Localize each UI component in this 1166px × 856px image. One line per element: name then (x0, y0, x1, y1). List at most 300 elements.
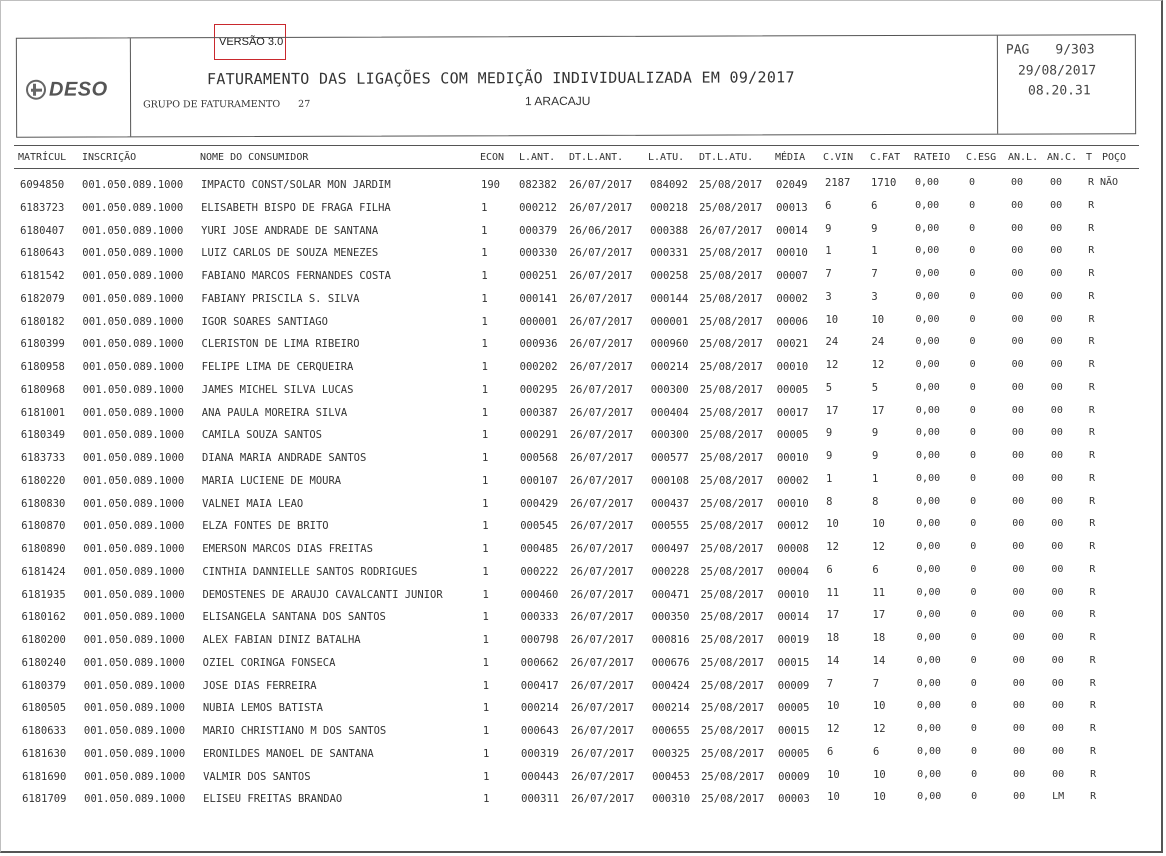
cell-matricula: 6180890 (21, 543, 66, 555)
cell-inscricao: 001.050.089.1000 (83, 679, 185, 692)
cell-inscricao: 001.050.089.1000 (82, 452, 185, 464)
cell-cesg: 0 (969, 245, 976, 257)
cell-dtlatu: 25/08/2017 (700, 588, 764, 601)
cell-matricula: 6180200 (21, 634, 66, 646)
cell-rateio: 0,00 (915, 427, 940, 439)
cell-t: R (1090, 745, 1097, 757)
cell-cesg: 0 (969, 381, 976, 393)
cell-cfat: 9 (871, 450, 879, 462)
cell-anl: 00 (1012, 563, 1025, 575)
cell-t: R (1089, 586, 1096, 598)
cell-lant: 000107 (520, 474, 558, 487)
cell-econ: 1 (482, 725, 490, 737)
cell-cesg: 0 (970, 677, 977, 689)
cell-cfat: 24 (871, 336, 885, 349)
cell-nome: ELISANGELA SANTANA DOS SANTOS (202, 611, 386, 624)
cell-dtlatu: 25/08/2017 (700, 474, 764, 487)
cell-media: 00010 (776, 452, 809, 464)
cell-nome: OZIEL CORINGA FONSECA (202, 656, 336, 669)
cell-rateio: 0,00 (916, 654, 941, 666)
cell-lant: 000330 (519, 247, 558, 260)
cell-media: 00003 (778, 793, 810, 806)
header-top-rule (14, 145, 1139, 146)
cell-cfat: 9 (871, 427, 879, 440)
cell-inscricao: 001.050.089.1000 (83, 634, 185, 646)
cell-inscricao: 001.050.089.1000 (82, 179, 184, 191)
col-matricula-header: MATRÍCUL (18, 152, 67, 163)
cell-lant: 000212 (519, 201, 558, 214)
cell-cvin: 17 (826, 609, 840, 622)
cell-t: R (1090, 768, 1097, 780)
cell-econ: 1 (481, 315, 488, 328)
cell-rateio: 0,00 (915, 336, 940, 348)
cell-dtlant: 26/07/2017 (570, 611, 634, 624)
cell-cvin: 24 (825, 336, 839, 349)
cell-cfat: 1 (871, 245, 878, 258)
cell-matricula: 6094850 (20, 179, 65, 191)
cell-media: 00009 (777, 679, 810, 692)
cell-latu: 000816 (651, 634, 690, 646)
cell-cfat: 7 (872, 677, 880, 690)
cell-dtlant: 26/07/2017 (570, 497, 634, 510)
cell-matricula: 6183733 (20, 452, 66, 464)
cell-t: R (1088, 359, 1095, 370)
cell-anc: 00 (1050, 381, 1063, 393)
cell-cesg: 0 (970, 495, 977, 507)
cell-dtlatu: 25/08/2017 (701, 770, 765, 783)
cell-matricula: 6181424 (21, 565, 66, 578)
cell-nome: CLERISTON DE LIMA RIBEIRO (201, 338, 360, 351)
cell-cfat: 6 (872, 563, 879, 576)
cell-econ: 1 (482, 679, 490, 692)
cell-dtlant: 26/07/2017 (569, 179, 633, 191)
cell-nome: ALEX FABIAN DINIZ BATALHA (202, 634, 361, 646)
cell-cfat: 10 (873, 791, 886, 804)
cell-cfat: 10 (871, 313, 885, 326)
cell-anc: 00 (1050, 313, 1063, 325)
cell-latu: 000655 (651, 725, 690, 737)
report-time: 08.20.31 (1027, 83, 1091, 99)
cell-media: 00005 (778, 747, 810, 760)
cell-rateio: 0,00 (917, 768, 942, 780)
cell-nome: VALMIR DOS SANTOS (203, 770, 311, 783)
cell-cesg: 0 (971, 768, 978, 780)
cell-cesg: 0 (969, 290, 976, 302)
cell-media: 00010 (777, 497, 809, 510)
cell-lant: 000333 (520, 611, 559, 624)
cell-matricula: 6180379 (21, 679, 67, 692)
cell-t: R (1088, 336, 1095, 348)
cell-cesg: 0 (970, 472, 977, 484)
cell-cfat: 1710 (871, 177, 897, 189)
cell-inscricao: 001.050.089.1000 (82, 247, 184, 260)
cell-media: 00015 (777, 656, 810, 669)
cell-cvin: 1 (826, 472, 833, 485)
cell-rateio: 0,00 (916, 723, 941, 734)
col-dtlant-header: DT.L.ANT. (569, 152, 624, 163)
cell-dtlatu: 25/08/2017 (699, 452, 764, 464)
cell-rateio: 0,00 (915, 245, 940, 257)
cell-rateio: 0,00 (915, 450, 941, 461)
cell-inscricao: 001.050.089.1000 (82, 338, 184, 351)
cell-cfat: 14 (872, 654, 886, 667)
cell-anl: 00 (1011, 450, 1024, 461)
col-latu-header: L.ATU. (648, 152, 685, 163)
cell-latu: 000258 (650, 270, 689, 282)
cell-rateio: 0,00 (915, 177, 940, 188)
cell-lant: 000295 (519, 383, 558, 396)
cell-media: 00008 (777, 543, 809, 555)
cell-cfat: 12 (872, 541, 885, 553)
cell-anc: 00 (1050, 450, 1063, 461)
cell-cvin: 9 (825, 450, 833, 462)
cell-media: 00006 (776, 315, 809, 328)
cell-media: 00010 (777, 588, 810, 601)
cell-cvin: 10 (825, 313, 839, 326)
cell-cfat: 5 (871, 381, 879, 394)
cell-latu: 000424 (651, 679, 690, 692)
grupo-value: 27 (298, 98, 311, 110)
cell-econ: 1 (481, 452, 489, 464)
cell-dtlatu: 26/07/2017 (699, 224, 763, 237)
cell-rateio: 0,00 (915, 404, 940, 416)
cell-dtlatu: 25/08/2017 (700, 611, 764, 624)
cell-lant: 000417 (520, 679, 559, 692)
cell-econ: 1 (481, 270, 488, 282)
cell-econ: 1 (481, 201, 488, 214)
cell-anc: 00 (1051, 700, 1064, 712)
cell-inscricao: 001.050.089.1000 (83, 656, 185, 669)
cell-anl: 00 (1011, 359, 1024, 370)
cell-latu: 000218 (650, 201, 689, 214)
cell-media: 00021 (776, 338, 809, 351)
cell-dtlant: 26/07/2017 (570, 565, 634, 578)
cell-cesg: 0 (971, 745, 978, 757)
cell-rateio: 0,00 (915, 381, 940, 393)
col-cvin-header: C.VIN (823, 152, 854, 163)
cell-nome: JAMES MICHEL SILVA LUCAS (201, 383, 354, 396)
cell-inscricao: 001.050.089.1000 (84, 793, 186, 806)
col-poco-header: POÇO (1102, 152, 1127, 163)
cell-econ: 1 (481, 429, 489, 442)
cell-anc: 00 (1050, 336, 1063, 348)
cell-dtlant: 26/07/2017 (570, 520, 634, 533)
cell-anl: 00 (1012, 723, 1025, 734)
cell-matricula: 6180505 (21, 702, 67, 715)
cell-econ: 190 (481, 179, 500, 191)
cell-anc: 00 (1050, 290, 1063, 302)
cell-cvin: 12 (825, 359, 839, 371)
cell-inscricao: 001.050.089.1000 (82, 224, 184, 237)
cell-matricula: 6180407 (20, 224, 65, 237)
col-nome-header: NOME DO CONSUMIDOR (200, 152, 309, 163)
cell-latu: 000453 (652, 770, 691, 783)
cell-cfat: 17 (871, 404, 885, 417)
cell-cfat: 12 (871, 359, 885, 371)
cell-dtlant: 26/07/2017 (569, 429, 634, 442)
cell-dtlatu: 25/08/2017 (699, 429, 764, 442)
cell-latu: 000228 (651, 565, 690, 578)
cell-matricula: 6180162 (21, 611, 66, 624)
cell-nome: MARIO CHRISTIANO M DOS SANTOS (202, 725, 387, 737)
cell-dtlatu: 25/08/2017 (700, 725, 765, 737)
cell-cfat: 3 (871, 290, 878, 303)
cell-inscricao: 001.050.089.1000 (82, 406, 184, 419)
cell-cfat: 9 (871, 222, 878, 235)
cell-dtlatu: 25/08/2017 (699, 406, 764, 419)
cell-nome: FABIANY PRISCILA S. SILVA (201, 292, 360, 305)
cell-t: R (1088, 268, 1095, 279)
cell-lant: 000379 (519, 224, 558, 237)
cell-anl: 00 (1011, 336, 1024, 348)
cell-cvin: 9 (825, 427, 833, 440)
cell-rateio: 0,00 (915, 313, 940, 325)
cell-rateio: 0,00 (916, 700, 941, 712)
cell-anc: 00 (1051, 541, 1064, 552)
cell-cvin: 12 (826, 541, 839, 553)
cell-nome: NUBIA LEMOS BATISTA (202, 702, 323, 715)
cell-media: 00009 (778, 770, 810, 783)
cell-dtlatu: 25/08/2017 (700, 634, 764, 646)
cell-nome: IMPACTO CONST/SOLAR MON JARDIM (201, 179, 391, 191)
cell-cvin: 9 (825, 222, 832, 235)
cell-inscricao: 001.050.089.1000 (83, 611, 185, 624)
page-value: 9/303 (1055, 42, 1095, 58)
cell-cvin: 10 (827, 768, 840, 781)
cell-inscricao: 001.050.089.1000 (82, 315, 184, 328)
cell-anc: 00 (1052, 745, 1065, 757)
cell-anc: 00 (1052, 768, 1065, 780)
cell-lant: 000202 (519, 361, 558, 373)
cell-rateio: 0,00 (915, 199, 940, 211)
cell-cesg: 0 (969, 336, 976, 348)
cell-rateio: 0,00 (916, 541, 941, 552)
cell-anc: 00 (1050, 268, 1063, 279)
cell-t: R (1090, 791, 1097, 803)
cell-anl: 00 (1012, 472, 1025, 484)
cell-media: 00014 (777, 611, 810, 624)
cell-lant: 000251 (519, 270, 558, 282)
cell-dtlant: 26/07/2017 (571, 793, 635, 806)
cell-anl: 00 (1012, 654, 1025, 666)
cell-dtlatu: 25/08/2017 (700, 679, 764, 692)
cell-econ: 1 (482, 634, 489, 646)
cell-t: R (1088, 222, 1095, 234)
cell-econ: 1 (482, 543, 489, 555)
cell-anl: 00 (1011, 268, 1024, 279)
cell-lant: 000443 (521, 770, 560, 783)
cell-cfat: 10 (872, 700, 886, 713)
cell-nome: CAMILA SOUZA SANTOS (201, 429, 322, 442)
cell-rateio: 0,00 (916, 563, 941, 575)
cell-latu: 000960 (650, 338, 689, 351)
cell-rateio: 0,00 (916, 495, 941, 507)
cell-rateio: 0,00 (915, 268, 940, 279)
cell-media: 00017 (776, 406, 809, 419)
cell-lant: 000429 (520, 497, 559, 510)
cell-latu: 000214 (650, 361, 689, 373)
cell-anl: 00 (1011, 222, 1024, 234)
cell-inscricao: 001.050.089.1000 (83, 588, 185, 601)
cell-dtlatu: 25/08/2017 (699, 338, 763, 351)
cell-latu: 000676 (651, 656, 690, 669)
cell-t: R (1089, 632, 1096, 643)
cell-matricula: 6182079 (20, 292, 65, 305)
cell-nome: ELZA FONTES DE BRITO (202, 520, 329, 533)
cell-dtlatu: 25/08/2017 (700, 543, 764, 555)
cell-cvin: 5 (825, 381, 833, 394)
cell-econ: 1 (482, 497, 489, 510)
cell-dtlant: 26/07/2017 (569, 270, 633, 282)
cell-latu: 000577 (650, 452, 689, 464)
cell-nome: DIANA MARIA ANDRADE SANTOS (201, 452, 367, 464)
cell-econ: 1 (482, 474, 489, 487)
cell-econ: 1 (481, 292, 488, 305)
cell-latu: 000497 (651, 543, 690, 555)
cell-cesg: 0 (970, 723, 977, 734)
cell-cvin: 6 (825, 199, 832, 212)
cell-dtlant: 26/07/2017 (570, 474, 634, 487)
cell-lant: 000001 (519, 315, 558, 328)
cell-anc: 00 (1050, 245, 1063, 257)
col-cfat-header: C.FAT (870, 152, 901, 163)
cell-cvin: 6 (826, 563, 833, 576)
cell-cvin: 10 (826, 518, 839, 531)
cell-anl: 00 (1011, 245, 1024, 257)
cell-cesg: 0 (969, 313, 976, 325)
cell-nome: CINTHIA DANNIELLE SANTOS RODRIGUES (202, 565, 418, 578)
cell-anl: 00 (1012, 518, 1025, 530)
cell-dtlant: 26/07/2017 (570, 656, 634, 669)
cell-econ: 1 (483, 747, 490, 760)
cell-anc: 00 (1050, 359, 1063, 370)
cell-dtlant: 26/07/2017 (570, 588, 634, 601)
cell-t: R (1088, 427, 1095, 439)
cell-media: 00005 (777, 702, 810, 715)
cell-latu: 000108 (651, 474, 689, 487)
cell-matricula: 6181630 (22, 747, 67, 760)
cell-media: 02049 (776, 179, 808, 191)
col-cesg-header: C.ESG (966, 152, 997, 163)
cell-latu: 000144 (650, 292, 689, 305)
cell-cesg: 0 (970, 563, 977, 575)
cell-econ: 1 (483, 793, 490, 806)
cell-dtlant: 26/07/2017 (569, 338, 633, 351)
cell-inscricao: 001.050.089.1000 (82, 383, 184, 396)
cell-cesg: 0 (969, 199, 976, 211)
cell-matricula: 6180633 (21, 725, 67, 737)
cell-t: R (1088, 199, 1095, 211)
cell-nome: FELIPE LIMA DE CERQUEIRA (201, 361, 354, 373)
cell-dtlant: 26/07/2017 (569, 201, 633, 214)
cell-cesg: 0 (970, 609, 977, 621)
cell-dtlatu: 25/08/2017 (699, 201, 763, 214)
cell-inscricao: 001.050.089.1000 (82, 270, 184, 282)
cell-cesg: 0 (969, 450, 976, 461)
cell-t: R (1088, 450, 1095, 461)
cell-nome: VALNEI MAIA LEAO (202, 497, 304, 510)
cell-anl: 00 (1012, 700, 1025, 712)
cell-dtlatu: 25/08/2017 (701, 793, 765, 806)
cell-matricula: 6181690 (22, 770, 67, 783)
cell-t: R (1089, 518, 1096, 530)
cell-rateio: 0,00 (917, 791, 942, 803)
cell-inscricao: 001.050.089.1000 (83, 497, 185, 510)
cell-dtlant: 26/07/2017 (569, 452, 634, 464)
cell-nome: DEMOSTENES DE ARAUJO CAVALCANTI JUNIOR (202, 588, 443, 601)
cell-inscricao: 001.050.089.1000 (83, 520, 185, 533)
cell-inscricao: 001.050.089.1000 (82, 201, 184, 214)
cell-lant: 000485 (520, 543, 559, 555)
cell-cesg: 0 (969, 359, 976, 370)
header-bottom-rule (14, 168, 1139, 169)
cell-matricula: 6180240 (21, 656, 66, 669)
cell-inscricao: 001.050.089.1000 (83, 565, 185, 578)
cell-cvin: 6 (827, 745, 834, 758)
cell-anl: 00 (1012, 609, 1025, 621)
cell-cfat: 7 (871, 268, 878, 280)
cell-anc: 00 (1051, 472, 1064, 484)
cell-latu: 000437 (651, 497, 690, 510)
cell-cvin: 17 (825, 404, 839, 417)
col-media-header: MÉDIA (775, 152, 806, 163)
cell-anl: 00 (1011, 199, 1024, 211)
cell-inscricao: 001.050.089.1000 (84, 770, 186, 783)
cell-cesg: 0 (970, 632, 977, 643)
col-econ-header: ECON (480, 152, 505, 163)
cell-inscricao: 001.050.089.1000 (83, 702, 185, 715)
cell-rateio: 0,00 (916, 632, 941, 643)
cell-econ: 1 (482, 611, 489, 624)
cell-dtlatu: 25/08/2017 (700, 702, 765, 715)
cell-t: R (1089, 495, 1096, 507)
cell-anl: 00 (1013, 768, 1026, 780)
cell-matricula: 6180870 (21, 520, 66, 533)
cell-anc: 00 (1050, 199, 1063, 211)
cell-media: 00005 (776, 429, 809, 442)
cell-matricula: 6180220 (21, 474, 66, 487)
cell-lant: 000319 (521, 747, 559, 760)
cell-rateio: 0,00 (916, 472, 941, 484)
cell-cvin: 14 (826, 654, 840, 667)
cell-latu: 000300 (650, 429, 689, 442)
col-anc-header: AN.C. (1047, 152, 1078, 163)
cell-econ: 1 (482, 520, 489, 533)
cell-dtlatu: 25/08/2017 (701, 747, 765, 760)
cell-dtlant: 26/07/2017 (570, 543, 634, 555)
cell-t: R (1089, 541, 1096, 552)
grupo-label: GRUPO DE FATURAMENTO (143, 98, 281, 111)
cell-media: 00019 (777, 634, 810, 646)
cell-cvin: 11 (826, 586, 840, 599)
cell-rateio: 0,00 (916, 677, 941, 689)
cell-rateio: 0,00 (916, 586, 941, 598)
cell-t: R (1088, 313, 1095, 325)
cell-t: R (1088, 381, 1095, 393)
cell-media: 00010 (776, 247, 808, 260)
cell-cvin: 7 (826, 677, 834, 690)
cell-anl: 00 (1013, 745, 1026, 757)
cell-cfat: 18 (872, 632, 886, 644)
cell-lant: 000387 (519, 406, 558, 419)
cell-cvin: 10 (827, 791, 840, 804)
cell-inscricao: 001.050.089.1000 (83, 725, 186, 737)
cell-nome: ANA PAULA MOREIRA SILVA (201, 406, 348, 419)
cell-econ: 1 (481, 224, 488, 237)
cell-cvin: 7 (825, 268, 832, 280)
cell-anl: 00 (1011, 404, 1024, 416)
cell-lant: 000643 (520, 725, 559, 737)
